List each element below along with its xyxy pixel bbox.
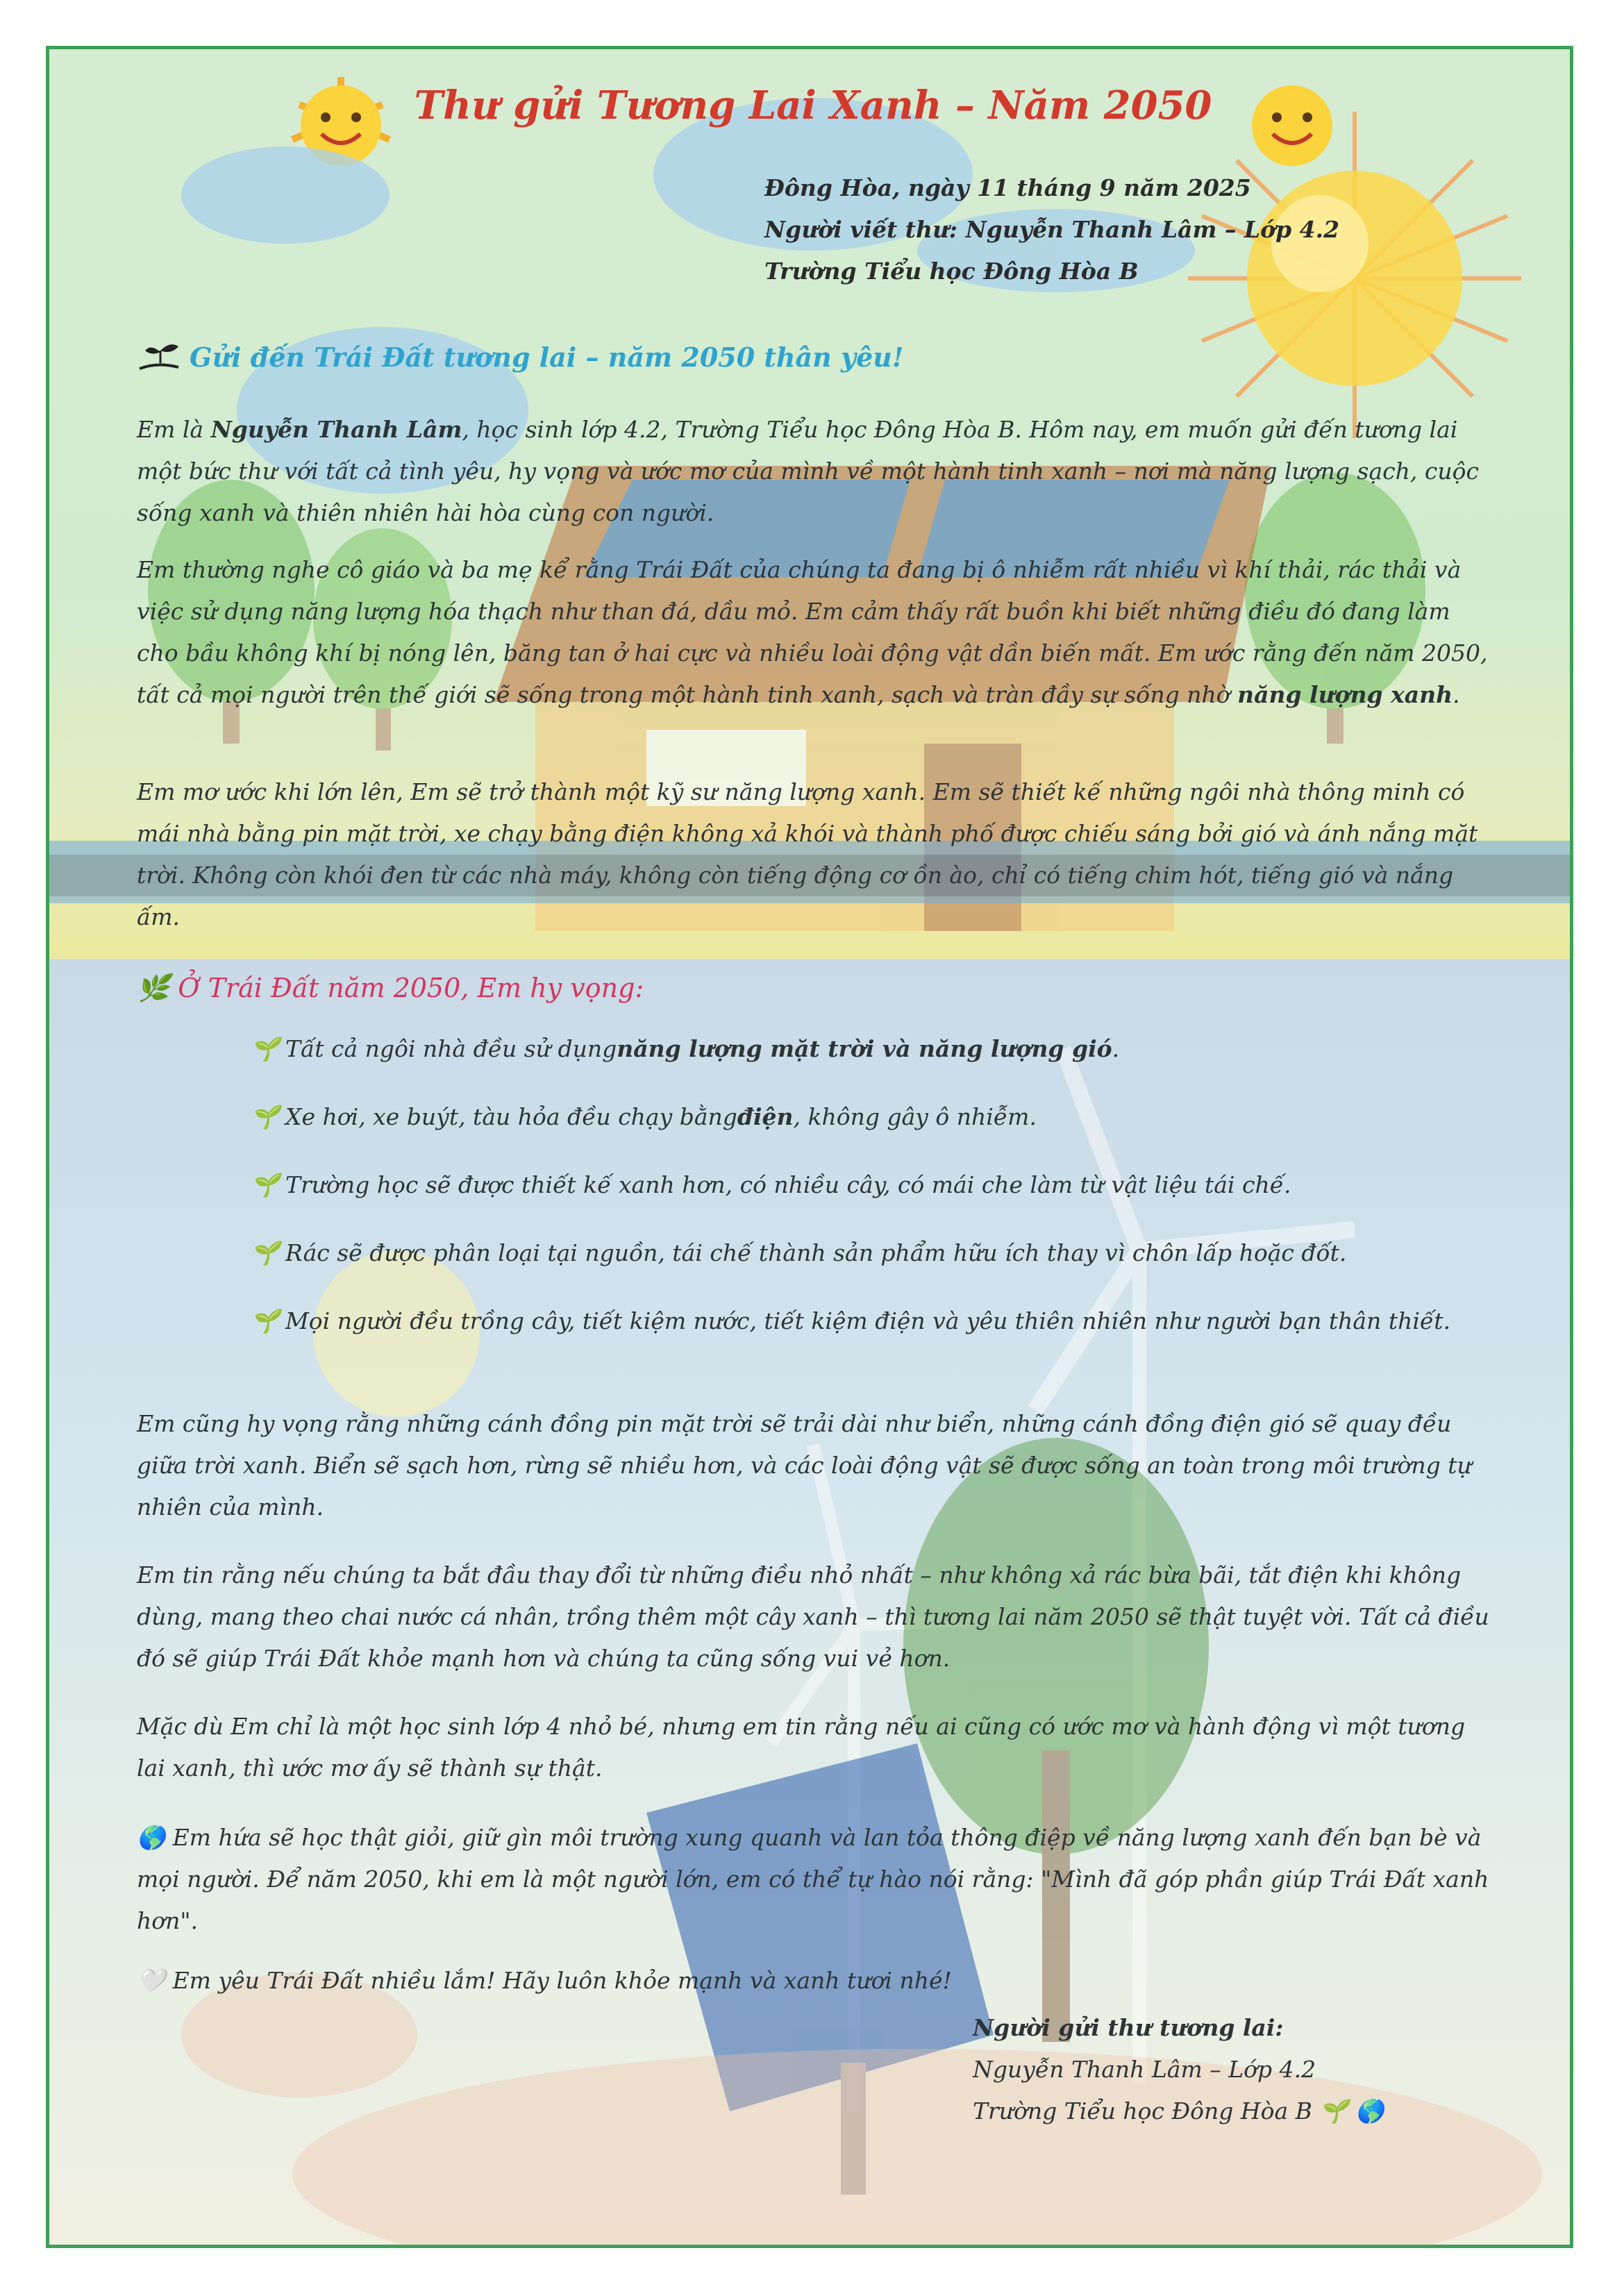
letter-writer: Người viết thư: Nguyễn Thanh Lâm – Lớp 4.2 — [764, 216, 1340, 243]
signature-heading: Người gửi thư tương lai: — [973, 2014, 1284, 2041]
list-item-bold: năng lượng mặt trời và năng lượng gió — [617, 1035, 1112, 1062]
greeting-text: Gửi đến Trái Đất tương lai – năm 2050 thân yêu! — [190, 341, 904, 373]
list-item-end: , không gây ô nhiễm. — [793, 1103, 1037, 1130]
signature-name: Nguyễn Thanh Lâm – Lớp 4.2 — [973, 2056, 1316, 2083]
seedling-icon: 🌱 — [251, 1171, 280, 1198]
list-item — [251, 1164, 1450, 1232]
seedling-icon: 🌱 — [251, 1307, 280, 1334]
letter-meta — [764, 167, 1339, 292]
paragraph-promise: 🌎 Em hứa sẽ học thật giỏi, giữ gìn môi trường xung quanh và lan tỏa thông điệp về năng lượng xanh đến bạn bè và mọi người. Để năm 2050, khi em là một người lớn, em có thể tự hào nói rằng: "Mình đã góp phần giúp Trái Đất xanh hơn". — [137, 1824, 1489, 1934]
list-item — [251, 1028, 1450, 1096]
paragraph-intro — [137, 409, 1491, 534]
greeting — [137, 341, 904, 373]
pollution-text: Em thường nghe cô giáo và ba mẹ kể rằng Trái Đất của chúng ta đang bị ô nhiễm rất nhiều vì khí thải, rác thải và việc sử dụng năng lượng hóa thạch như than đá, dầu mỏ. Em cảm thấy rất buồn khi biết những điều đó đang làm cho bầu không khí bị nóng lên, băng tan ở hai cực và nhiều loài động vật dần biến mất. Em ước rằng đến năm 2050, tất cả mọi người trên thế giới sẽ sống trong một hành tinh xanh, sạch và tràn đầy sự sống nhờ — [137, 556, 1488, 708]
list-item — [251, 1096, 1450, 1164]
list-item-text: Tất cả ngôi nhà đều sử dụng — [285, 1035, 617, 1062]
paragraph-student-dream: Mặc dù Em chỉ là một học sinh lớp 4 nhỏ bé, nhưng em tin rằng nếu ai cũng có ước mơ và hành động vì một tương lai xanh, thì ước mơ ấy sẽ thành sự thật. — [137, 1713, 1466, 1782]
list-item — [251, 1300, 1450, 1368]
hope-list — [251, 1028, 1450, 1368]
list-item-end: . — [1112, 1035, 1120, 1062]
paragraph-dream: Em mơ ước khi lớn lên, Em sẽ trở thành một kỹ sư năng lượng xanh. Em sẽ thiết kế những ngôi nhà thông minh có mái nhà bằng pin mặt trời, xe chạy bằng điện không xả khói và thành phố được chiếu sáng bởi gió và ánh nắng mặt trời. Không còn khói đen từ các nhà máy, không còn tiếng động cơ ồn ào, chỉ có tiếng chim hót, tiếng gió và nắng ấm. — [137, 778, 1478, 930]
letter-date: Đông Hòa, ngày 11 tháng 9 năm 2025 — [764, 174, 1251, 201]
seedling-icon: 🌱 — [251, 1239, 280, 1266]
seedling-icon: 🌱 — [251, 1035, 280, 1062]
paragraph-pollution — [137, 549, 1491, 716]
paragraph-hope-fields: Em cũng hy vọng rằng những cánh đồng pin mặt trời sẽ trải dài như biển, những cánh đồng điện gió sẽ quay đều giữa trời xanh. Biển sẽ sạch hơn, rừng sẽ nhiều hơn, và các loài động vật sẽ được sống an toàn trong môi trường tự nhiên của mình. — [137, 1410, 1472, 1520]
list-item-text: Xe hơi, xe buýt, tàu hỏa đều chạy bằng — [285, 1103, 737, 1130]
letter-school: Trường Tiểu học Đông Hòa B — [764, 258, 1139, 285]
signature-block — [973, 2007, 1384, 2132]
page-frame — [46, 46, 1573, 2248]
seedling-icon: 🌱 — [251, 1103, 280, 1130]
letter-title: Thư gửi Tương Lai Xanh – Năm 2050 — [414, 83, 1212, 128]
list-item — [251, 1232, 1450, 1300]
sprout-hand-icon — [137, 341, 185, 373]
list-item-text: Mọi người đều trồng cây, tiết kiệm nước, tiết kiệm điện và yêu thiên nhiên như người bạn thân thiết. — [285, 1307, 1450, 1334]
green-energy-bold: năng lượng xanh — [1237, 681, 1453, 708]
writer-name-bold: Nguyễn Thanh Lâm — [210, 416, 462, 443]
hope-heading: 🌿 Ở Trái Đất năm 2050, Em hy vọng: — [137, 973, 644, 1003]
list-item-text: Rác sẽ được phân loại tại nguồn, tái chế thành sản phẩm hữu ích thay vì chôn lấp hoặc đốt. — [285, 1239, 1347, 1266]
list-item-bold: điện — [737, 1103, 794, 1130]
intro-text-b: , học sinh lớp 4.2, Trường Tiểu học Đông Hòa B. Hôm nay, em muốn gửi đến tương lai một bức thư với tất cả tình yêu, hy vọng và ước mơ của mình về một hành tinh xanh – nơi mà năng lượng sạch, cuộc sống xanh và thiên nhiên hài hòa cùng con người. — [137, 416, 1479, 526]
signature-school: Trường Tiểu học Đông Hòa B 🌱 🌎 — [973, 2097, 1384, 2125]
pollution-text-end: . — [1453, 681, 1460, 708]
list-item-text: Trường học sẽ được thiết kế xanh hơn, có nhiều cây, có mái che làm từ vật liệu tái chế. — [285, 1171, 1291, 1198]
paragraph-love-earth: 🤍 Em yêu Trái Đất nhiều lắm! Hãy luôn khỏe mạnh và xanh tươi nhé! — [137, 1967, 952, 1994]
intro-text-a: Em là — [137, 416, 211, 443]
paragraph-small-changes: Em tin rằng nếu chúng ta bắt đầu thay đổi từ những điều nhỏ nhất – như không xả rác bừa bãi, tắt điện khi không dùng, mang theo chai nước cá nhân, trồng thêm một cây xanh – thì tương lai năm 2050 sẽ thật tuyệt vời. Tất cả điều đó sẽ giúp Trái Đất khỏe mạnh hơn và chúng ta cũng sống vui vẻ hơn. — [137, 1561, 1489, 1672]
